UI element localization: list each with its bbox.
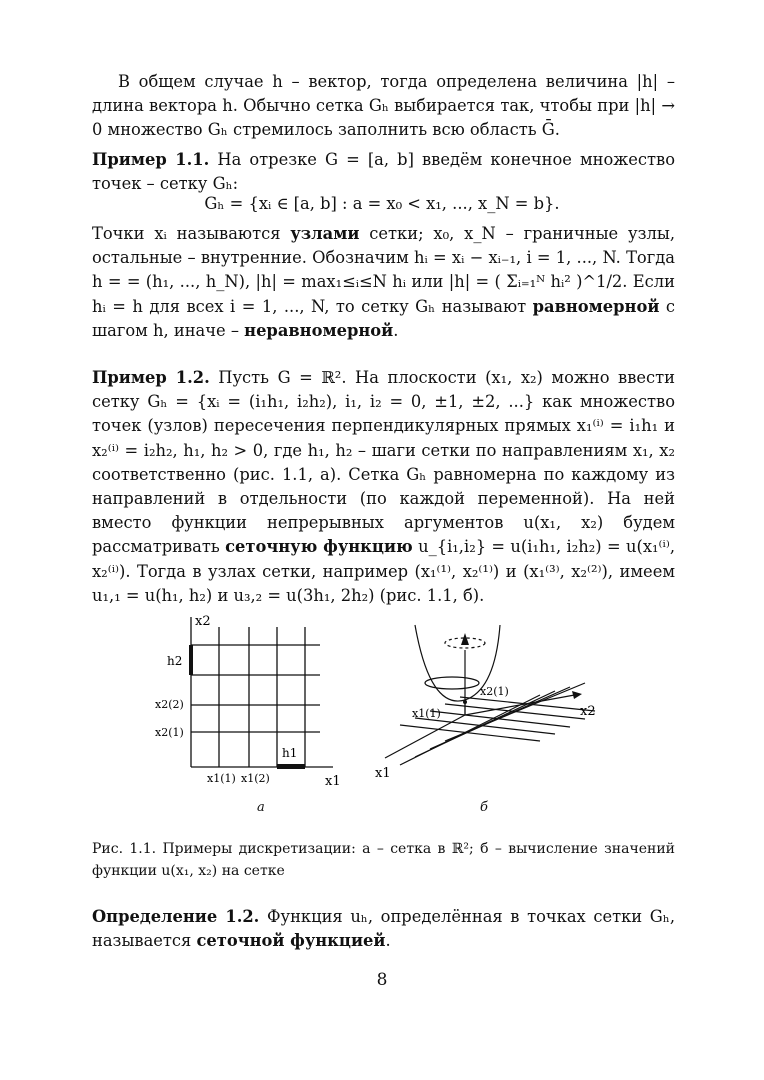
h2-label: h2: [167, 654, 183, 668]
figure-b-surface-diagram: [370, 615, 610, 780]
example-1-1-cont-3: с шагом h, иначе –: [92, 296, 676, 340]
term-uniform: равномерной: [532, 296, 660, 316]
x1-2-label: x1(2): [241, 772, 270, 785]
intro-paragraph: В общем случае h – вектор, тогда определена величина |h| – длина вектора h. Обычно сетка Gₕ выбирается так, чтобы при |h| → 0 множество Gₕ стремилось заполнить всю область Ḡ.: [92, 72, 675, 140]
term-nonuniform: неравномерной: [244, 320, 394, 340]
example-1-1-cont-2: сетки; x₀, x_N – граничные узлы, остальные – внутренние. Обозначим hᵢ = xᵢ − xᵢ₋₁, i = 1, ..., N. Тогда h = = (h₁, ..., h_N), |h| = max₁≤ᵢ≤N hᵢ или |h| = ( Σᵢ₌₁ᴺ hᵢ² )^1/2. Если hᵢ = h для всех i = 1, ..., N, то сетку Gₕ называют: [92, 224, 675, 316]
figure-a-grid-diagram: [155, 605, 355, 790]
h1-label: h1: [282, 746, 298, 760]
definition-1-2-heading: Определение 1.2.: [92, 907, 260, 926]
figure-caption: Рис. 1.1. Примеры дискретизации: а – сетка в ℝ²; б – вычисление значений функции u(x₁, x₂) на сетке: [92, 841, 675, 879]
example-1-1-cont-4: .: [393, 320, 399, 340]
term-grid-function-def: сеточной функцией: [196, 931, 386, 951]
page-number: 8: [376, 970, 388, 990]
figure-a-sub-label: а: [257, 800, 265, 815]
example-1-1-formula: Gₕ = {xᵢ ∈ [a, b] : a = x₀ < x₁, ..., x_N = b}.: [204, 194, 560, 213]
x2-1-label: x2(1): [155, 726, 184, 739]
x2-arrow-head: [572, 691, 582, 699]
example-1-1-cont-1: Точки xᵢ называются: [92, 224, 291, 243]
example-1-2-text-2: u_{i₁,i₂} = u(i₁h₁, i₂h₂) = u(x₁⁽ⁱ⁾, x₂⁽ⁱ⁾). Тогда в узлах сетки, например (x₁⁽¹⁾, x₂⁽¹⁾) и (x₁⁽³⁾, x₂⁽²⁾), имеем u₁,₁ = u(h₁, h₂) и u₃,₂ = u(3h₁, 2h₂) (рис. 1.1, б).: [92, 537, 675, 605]
axis-x1-label: x1: [325, 774, 341, 789]
grid-line: [430, 711, 570, 727]
h2-step-marker: [189, 645, 193, 675]
vertical-arrow-head: [461, 633, 469, 645]
example-1-1-text: На отрезке G = [a, b] введём конечное множество точек – сетку Gₕ:: [92, 150, 675, 194]
x1-1-label: x1(1): [207, 772, 236, 785]
axis-x2-label: x2: [195, 614, 211, 629]
axis-x1-line: [385, 715, 465, 758]
term-nodes: узлами: [290, 224, 360, 243]
term-grid-function: сеточную функцию: [225, 537, 413, 557]
example-1-1-heading: Пример 1.1.: [92, 150, 210, 169]
example-1-1-intro: [92, 148, 675, 196]
definition-1-2-text-2: .: [385, 931, 391, 951]
node-x1-label: x1(1): [412, 707, 441, 720]
example-1-2-body: [92, 366, 675, 608]
definition-1-2: [92, 905, 675, 953]
grid-line: [415, 718, 555, 734]
h1-step-marker: [277, 764, 305, 769]
example-1-2-text-1: Пусть G = ℝ². На плоскости (x₁, x₂) можно ввести сетку Gₕ = {xᵢ = (i₁h₁, i₂h₂), i₁, i₂ = 0, ±1, ±2, ...} как множество точек (узлов) пересечения перпендикулярных прямых x₁⁽ⁱ⁾ = i₁h₁ и x₂⁽ⁱ⁾ = i₂h₂, h₁, h₂ > 0, где h₁, h₂ – шаги сетки по направлениям x₁, x₂ соответственно (рис. 1.1, а). Сетка Gₕ равномерна по каждому из направлений в отдельности (по каждой переменной). На ней вместо функции непрерывных аргументов u(x₁, x₂) будем рассматривать: [92, 368, 675, 557]
surface-point: [463, 700, 467, 704]
axis-x2-label: x2: [580, 704, 596, 719]
figure-b-sub-label: б: [480, 800, 488, 815]
example-1-1-body: [92, 222, 675, 343]
x2-2-label: x2(2): [155, 698, 184, 711]
example-1-2-heading: Пример 1.2.: [92, 368, 210, 387]
node-x2-label: x2(1): [480, 685, 509, 698]
definition-1-2-text-1: Функция uₕ, определённая в точках сетки Gₕ, называется: [92, 907, 675, 951]
axis-x1-label: x1: [375, 766, 391, 780]
